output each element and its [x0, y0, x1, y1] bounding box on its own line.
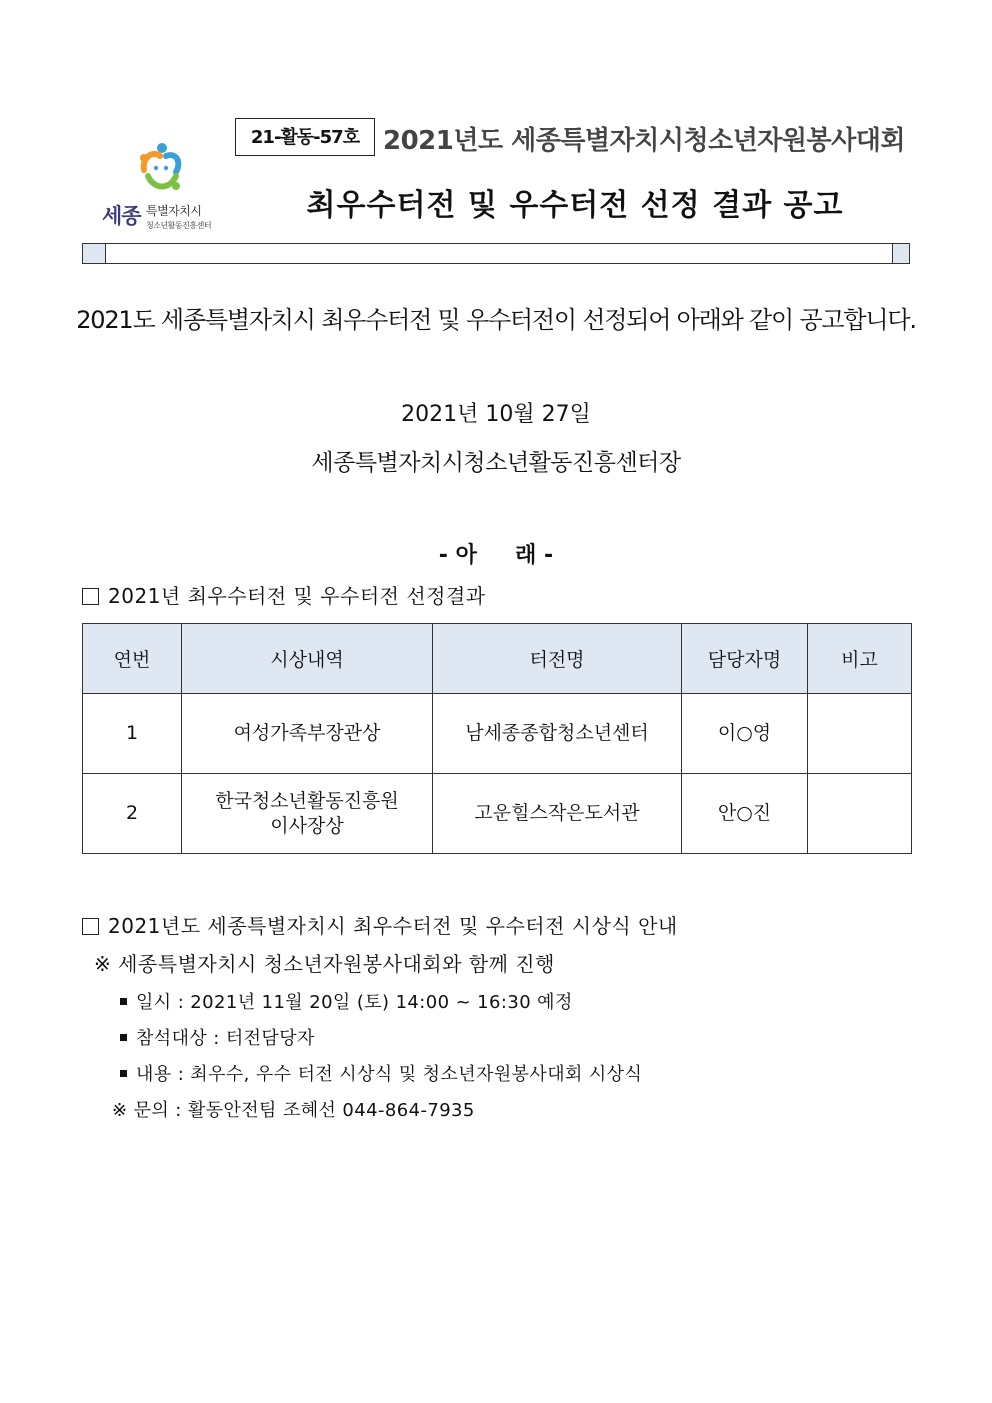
announcement-lead: 2021도 세종특별자치시 최우수터전 및 우수터전이 선정되어 아래와 같이 공고합니다.: [76, 306, 916, 334]
event-title: 2021년도 세종특별자치시청소년자원봉사대회: [383, 126, 906, 156]
cell-award-line1: 한국청소년활동진흥원: [215, 789, 399, 812]
section-results-label: 2021년 최우수터전 및 우수터전 선정결과: [108, 584, 486, 608]
list-item: [120, 988, 573, 1014]
cell-note: [808, 694, 912, 774]
band-left-cap: [83, 244, 106, 263]
logo-figures-icon: [136, 142, 184, 200]
page-title: 최우수터전 및 우수터전 선정 결과 공고: [306, 188, 844, 223]
cell-manager: 이○영: [682, 694, 808, 774]
list-item: [120, 1024, 315, 1050]
cell-award: [182, 774, 433, 854]
below-heading: - 아 래 -: [438, 543, 554, 568]
header-manager: 담당자명: [682, 624, 808, 694]
bullet-square-icon: [120, 1070, 127, 1077]
header-divider-band: [82, 243, 910, 264]
cell-manager: 안○진: [682, 774, 808, 854]
cell-no: 2: [83, 774, 182, 854]
band-right-cap: [892, 244, 909, 263]
section-ceremony-heading: [82, 910, 678, 939]
bullet-square-icon: [120, 998, 127, 1005]
header-no: 연번: [83, 624, 182, 694]
checkbox-square-icon: [82, 918, 99, 935]
table-row: [83, 694, 912, 774]
cell-award-text: 여성가족부장관상: [233, 722, 381, 744]
announcement-date: 2021년 10월 27일: [401, 402, 591, 427]
cell-note: [808, 774, 912, 854]
results-table: [82, 623, 912, 854]
list-item: [120, 1060, 642, 1086]
cell-award-line2: 이사장상: [270, 814, 344, 837]
checkbox-square-icon: [82, 588, 99, 605]
bullet-text: 일시 : 2021년 11월 20일 (토) 14:00 ~ 16:30 예정: [136, 992, 573, 1013]
issuer-name: 세종특별자치시청소년활동진흥센터장: [311, 450, 681, 476]
table-row: [83, 774, 912, 854]
header-venue: 터전명: [433, 624, 682, 694]
cell-no: 1: [83, 694, 182, 774]
logo-main-text: 세종: [102, 204, 141, 228]
ceremony-note: ※ 세종특별자치시 청소년자원봉사대회와 함께 진행: [94, 952, 555, 976]
cell-venue: 고운힐스작은도서관: [433, 774, 682, 854]
bullet-text: 내용 : 최우수, 우수 터전 시상식 및 청소년자원봉사대회 시상식: [136, 1064, 643, 1085]
bullet-text: 참석대상 : 터전담당자: [136, 1028, 315, 1049]
logo-sub-text-small: 청소년활동진흥센터: [146, 221, 212, 230]
contact-line: ※ 문의 : 활동안전팀 조혜선 044-864-7935: [112, 1100, 475, 1121]
header-award: 시상내역: [182, 624, 433, 694]
section-ceremony-label: 2021년도 세종특별자치시 최우수터전 및 우수터전 시상식 안내: [108, 914, 678, 938]
bullet-square-icon: [120, 1034, 127, 1041]
document-number: 21-활동-57호: [235, 118, 375, 156]
cell-award: [182, 694, 433, 774]
header-note: 비고: [808, 624, 912, 694]
table-header-row: [83, 624, 912, 694]
organization-logo: [88, 140, 228, 235]
cell-venue: 남세종종합청소년센터: [433, 694, 682, 774]
logo-sub-text: 특별자치시: [146, 204, 202, 218]
section-results-heading: [82, 580, 486, 609]
